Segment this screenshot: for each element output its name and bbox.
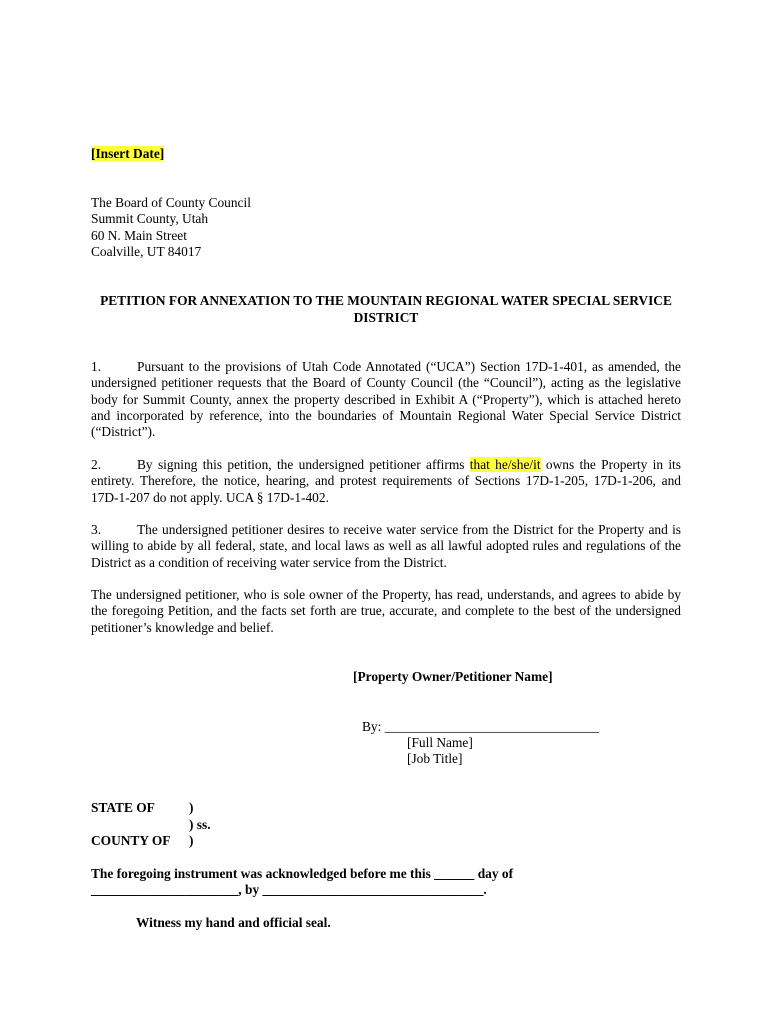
county-of-label: COUNTY OF: [91, 833, 171, 848]
signature-by-line: By: ________________________________: [362, 719, 599, 734]
date-line: [91, 146, 681, 162]
paragraph-2-number: 2.: [91, 457, 102, 472]
ss-label: ) ss.: [189, 817, 211, 832]
paragraph-1-number: 1.: [91, 359, 102, 374]
paragraph-4: The undersigned petitioner, who is sole owner of the Property, has read, understands, and agrees to abide by the foregoing Petition, and the facts set forth are true, accurate, and complete to the best of the undersigned petitioner’s knowledge and belief.: [91, 587, 681, 635]
state-of-label: STATE OF: [91, 800, 155, 815]
paragraph-3-text: The undersigned petitioner desires to receive water service from the District for the Property and is willing to abide by all federal, state, and local laws as well as all lawful adopted rules and regulations of the District as a condition of receiving water service from the District.: [91, 522, 681, 570]
paragraph-2: [91, 457, 681, 506]
address-line-4: Coalville, UT 84017: [91, 243, 202, 259]
paragraph-2-highlight: that he/she/it: [469, 457, 541, 472]
date-placeholder: [Insert Date]: [91, 146, 165, 161]
witness-line: Witness my hand and official seal.: [136, 915, 331, 930]
paragraph-3-number: 3.: [91, 522, 102, 537]
address-line-2: Summit County, Utah: [91, 211, 209, 227]
paragraph-1-text: Pursuant to the provisions of Utah Code Annotated (“UCA”) Section 17D-1-401, as amended, the undersigned petitioner requests that the Board of County Council (the “Council”), acting as the legislative body for Summit County, annex the property described in Exhibit A (“Property”), which is attached hereto and incorporated by reference, into the boundaries of Mountain Regional Water Special Service District (“District”).: [91, 359, 681, 440]
address-line-3: 60 N. Main Street: [91, 227, 187, 243]
recipient-address: [91, 195, 681, 260]
job-title-placeholder: [Job Title]: [407, 751, 463, 766]
owner-name-placeholder: [Property Owner/Petitioner Name]: [353, 669, 553, 684]
document-title: PETITION FOR ANNEXATION TO THE MOUNTAIN REGIONAL WATER SPECIAL SERVICE DISTRICT: [100, 293, 672, 325]
state-paren: ): [189, 800, 194, 815]
paragraph-2-text-after: owns the Property in its entirety. Therefore, the notice, hearing, and protest requirements of Sections 17D-1-205, 17D-1-206, and 17D-1-207 do not apply. UCA § 17D-1-402.: [91, 457, 681, 505]
county-paren: ): [189, 833, 194, 848]
acknowledgment-line-2: ______________________, by _________________________________.: [91, 882, 487, 897]
paragraph-1: [91, 359, 681, 440]
acknowledgment-line-1: The foregoing instrument was acknowledged before me this ______ day of: [91, 866, 514, 881]
paragraph-3: [91, 522, 681, 571]
full-name-placeholder: [Full Name]: [407, 735, 473, 750]
paragraph-2-text-before: By signing this petition, the undersigned petitioner affirms: [137, 457, 470, 472]
address-line-1: The Board of County Council: [91, 195, 251, 210]
